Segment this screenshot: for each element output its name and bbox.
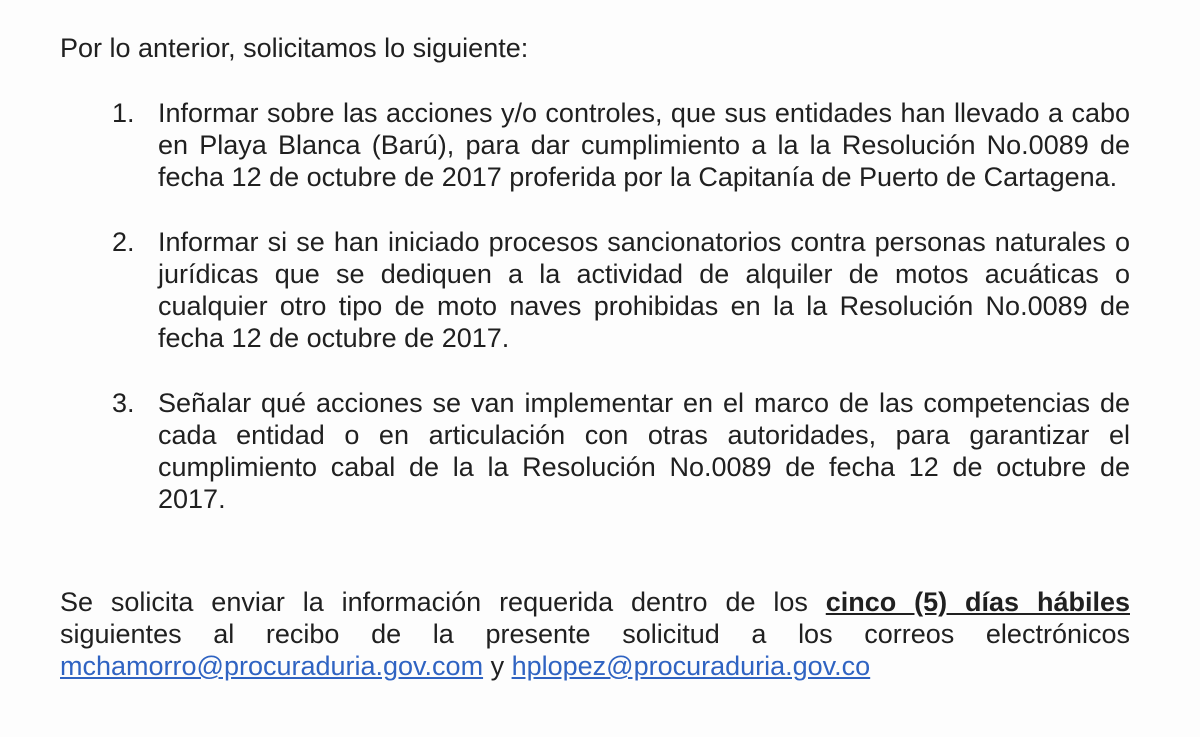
list-item-number: 1. (112, 98, 135, 128)
deadline-emphasis: cinco (5) días hábiles (825, 587, 1130, 617)
intro-paragraph: Por lo anterior, solicitamos lo siguiente: (60, 33, 529, 63)
list-item-number: 2. (112, 227, 135, 257)
email-link-hplopez[interactable]: hplopez@procuraduria.gov.co (511, 651, 871, 681)
list-item (112, 97, 1130, 193)
closing-connector: y (483, 651, 512, 681)
closing-text-before: Se solicita enviar la información requerida dentro de los (60, 587, 826, 617)
list-item-text: Señalar qué acciones se van implementar en el marco de las competencias de cada entidad o en articulación con otras autoridades, para garantizar el cumplimiento cabal de la la Resolución No.0089 de fecha 12 de octubre de 2017. (158, 388, 1130, 514)
list-item-text: Informar si se han iniciado procesos sancionatorios contra personas naturales o jurídicas que se dediquen a la actividad de alquiler de motos acuáticas o cualquier otro tipo de moto naves prohibidas en la la Resolución No.0089 de fecha 12 de octubre de 2017. (158, 227, 1130, 353)
closing-paragraph (60, 586, 1130, 682)
closing-text-after: siguientes al recibo de la presente solicitud a los correos electrónicos (60, 619, 1130, 649)
email-link-mchamorro[interactable]: mchamorro@procuraduria.gov.com (60, 651, 484, 681)
list-item-number: 3. (112, 388, 135, 418)
request-list (112, 97, 1130, 515)
list-item-text: Informar sobre las acciones y/o controles, que sus entidades han llevado a cabo en Playa Blanca (Barú), para dar cumplimiento a la la Resolución No.0089 de fecha 12 de octubre de 2017 proferida por la Capitanía de Puerto de Cartagena. (158, 98, 1130, 192)
list-item (112, 387, 1130, 515)
list-item (112, 226, 1130, 354)
